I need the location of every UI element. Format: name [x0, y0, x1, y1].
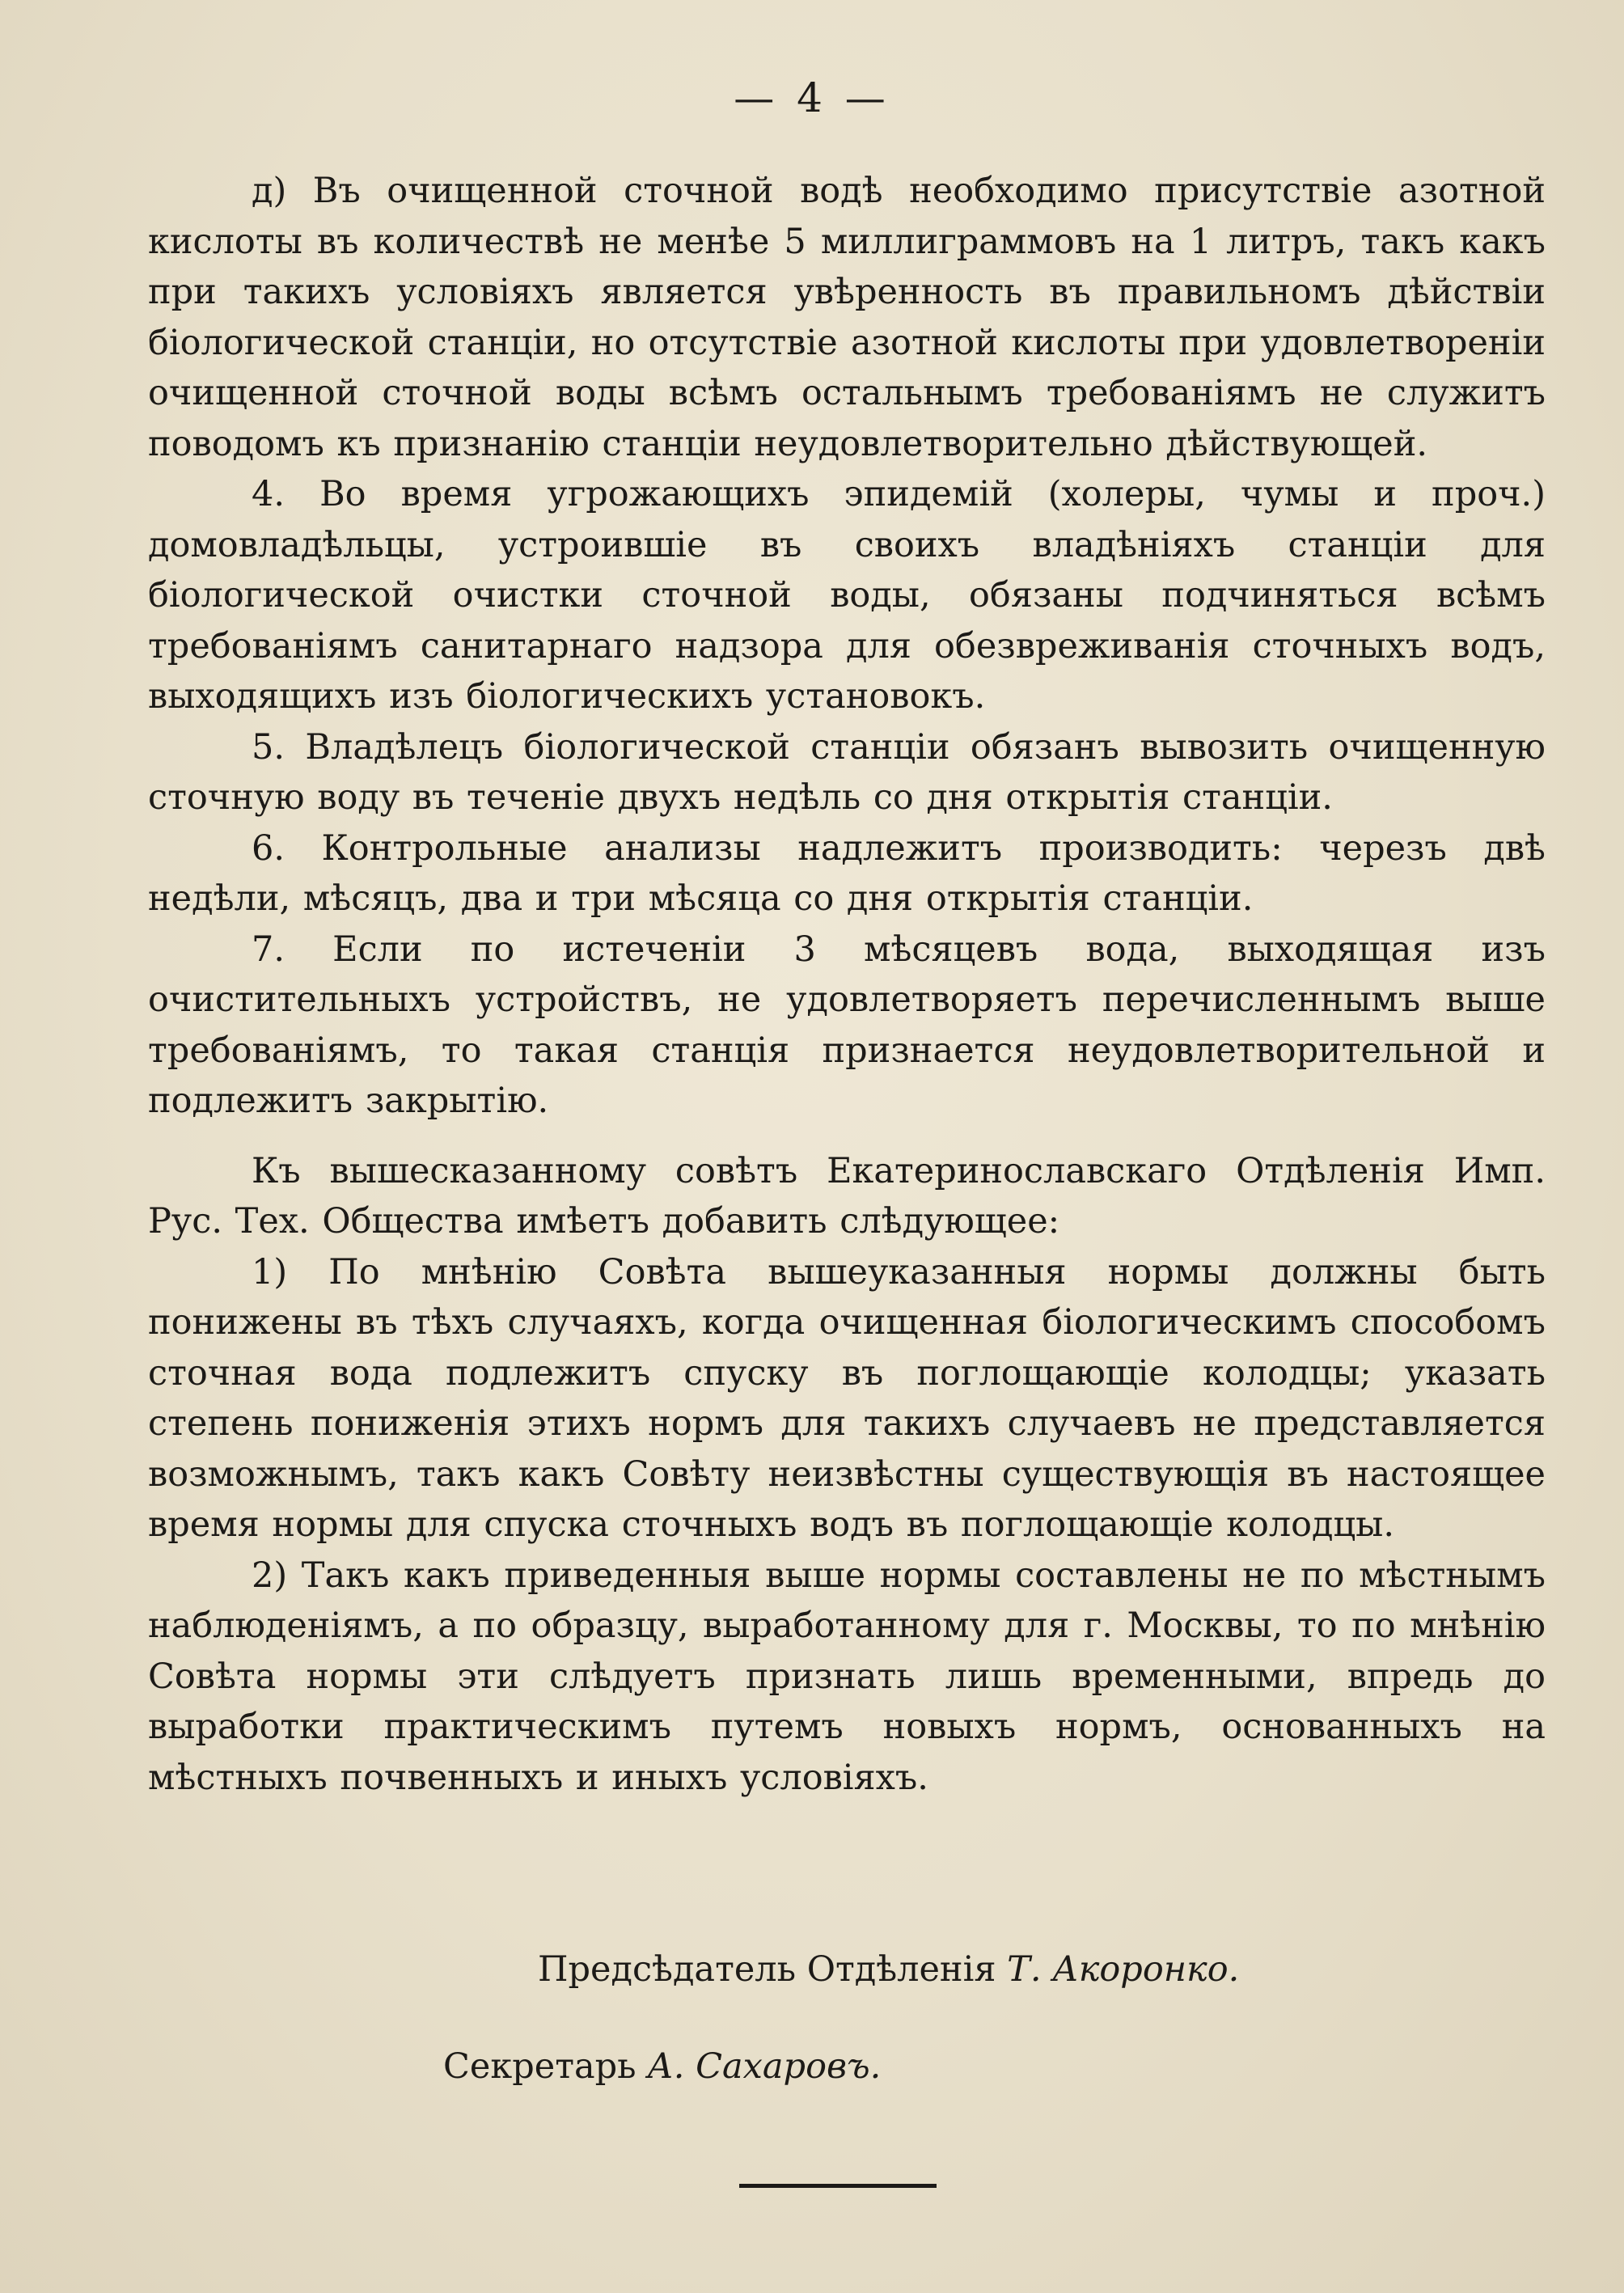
secretary-title: Секретарь [443, 2046, 636, 2087]
closing-rule [739, 2184, 937, 2188]
chairman-name: Т. Акоронко. [1007, 1949, 1240, 1990]
secretary-name: А. Сахаровъ. [647, 2046, 882, 2087]
chairman-signature [538, 1949, 1239, 1990]
paragraph-6-control-analyses: 6. Контрольные анализы надлежитъ производить: черезъ двѣ недѣли, мѣсяцъ, два и три мѣсяца со дня открытія станціи. [148, 827, 1546, 919]
paragraph-addendum-2: 2) Такъ какъ приведенныя выше нормы составлены не по мѣстнымъ наблюденіямъ, а по образцу, выработанному для г. Москвы, то по мнѣнію Совѣта нормы эти слѣдуетъ признать лишь временными, впредь до выработки практическимъ путемъ новыхъ нормъ, основанныхъ на мѣстныхъ почвенныхъ и иныхъ условіяхъ. [148, 1555, 1546, 1798]
paragraph-council-addendum-intro: Къ вышесказанному совѣтъ Екатеринославскаго Отдѣленія Имп. Рус. Тех. Общества имѣетъ добавить слѣдующее: [148, 1150, 1546, 1242]
chairman-title: Предсѣдатель Отдѣленія [538, 1949, 996, 1990]
body-text [148, 166, 1546, 1803]
page-number: — 4 — [734, 74, 890, 121]
paragraph-d-nitric-acid: д) Въ очищенной сточной водѣ необходимо присутствіе азотной кислоты въ количествѣ не менѣе 5 миллиграммовъ на 1 литръ, такъ какъ при такихъ условіяхъ является увѣренность въ правильномъ дѣйствіи біологической станціи, но отсутствіе азотной кислоты при удовлетвореніи очищенной сточной воды всѣмъ остальнымъ требованіямъ не служитъ поводомъ къ признанію станціи неудовлетворительно дѣйствующей. [148, 171, 1546, 464]
secretary-signature [443, 2046, 881, 2087]
paragraph-addendum-1: 1) По мнѣнію Совѣта вышеуказанныя нормы должны быть понижены въ тѣхъ случаяхъ, когда очищенная біологическимъ способомъ сточная вода подлежитъ спуску въ поглощающіе колодцы; указать степень пониженія этихъ нормъ для такихъ случаевъ не представляется возможнымъ, такъ какъ Совѣту неизвѣстны существующія въ настоящее время нормы для спуска сточныхъ водъ въ поглощающіе колодцы. [148, 1251, 1546, 1545]
paragraph-5-station-owner: 5. Владѣлецъ біологической станціи обязанъ вывозить очищенную сточную воду въ теченіе двухъ недѣль со дня открытія станціи. [148, 726, 1546, 818]
paragraph-4-epidemics: 4. Во время угрожающихъ эпидемій (холеры, чумы и проч.) домовладѣльцы, устроившіе въ своихъ владѣніяхъ станціи для біологической очистки сточной воды, обязаны подчиняться всѣмъ требованіямъ санитарнаго надзора для обезвреживанія сточныхъ водъ, выходящихъ изъ біологическихъ установокъ. [148, 474, 1546, 717]
paragraph-7-closure: 7. Если по истеченіи 3 мѣсяцевъ вода, выходящая изъ очистительныхъ устройствъ, не удовлетворяетъ перечисленнымъ выше требованіямъ, то такая станція признается неудовлетворительной и подлежитъ закрытію. [148, 929, 1546, 1121]
